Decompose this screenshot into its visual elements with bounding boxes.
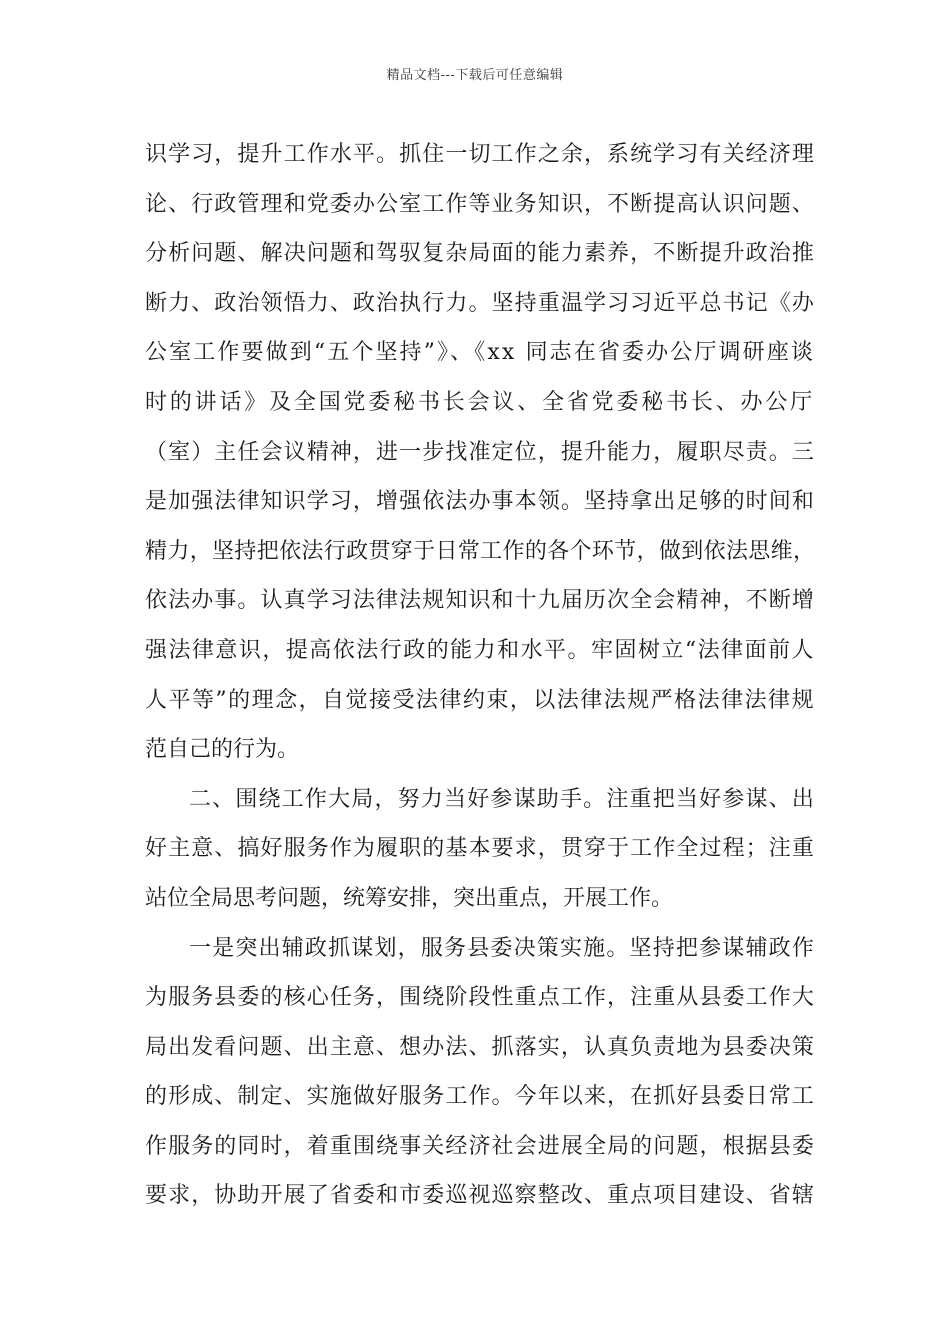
text-line: 是加强法律知识学习，增强依法办事本领。坚持拿出足够的时间和 xyxy=(145,489,815,515)
text-line: 一是突出辅政抓谋划，服务县委决策实施。坚持把参谋辅政作 xyxy=(189,935,815,961)
text-line: 局出发看问题、出主意、想办法、抓落实，认真负责地为县委决策 xyxy=(145,1034,815,1060)
text-line: 识学习，提升工作水平。抓住一切工作之余，系统学习有关经济理 xyxy=(145,142,815,167)
text-line: 论、行政管理和党委办公室工作等业务知识，不断提高认识问题、 xyxy=(145,191,815,217)
text-line: 作服务的同时，着重围绕事关经济社会进展全局的问题，根据县委 xyxy=(145,1133,815,1159)
text-line: 依法办事。认真学习法律法规知识和十九届历次全会精神，不断增 xyxy=(145,588,815,614)
text-line: 断力、政治领悟力、政治执行力。坚持重温学习习近平总书记《办 xyxy=(145,290,815,316)
document-body xyxy=(145,130,815,1221)
text-line: 站位全局思考问题，统筹安排，突出重点，开展工作。 xyxy=(145,885,674,911)
text-line: 精力，坚持把依法行政贯穿于日常工作的各个环节，做到依法思维， xyxy=(145,538,815,564)
text-line: 范自己的行为。 xyxy=(145,737,300,763)
page-header: 精品文档---下载后可任意编辑 xyxy=(386,68,564,83)
text-line: 二、围绕工作大局，努力当好参谋助手。注重把当好参谋、出 xyxy=(189,786,815,812)
text-line: 要求，协助开展了省委和市委巡视巡察整改、重点项目建设、省辖 xyxy=(145,1183,815,1209)
text-line: 时的讲话》及全国党委秘书长会议、全省党委秘书长、办公厅 xyxy=(145,389,815,415)
text-line: 人平等”的理念，自觉接受法律约束，以法律法规严格法律法律规 xyxy=(145,687,815,713)
text-line: 为服务县委的核心任务，围绕阶段性重点工作，注重从县委工作大 xyxy=(145,985,815,1011)
text-line: 的形成、制定、实施做好服务工作。今年以来，在抓好县委日常工 xyxy=(145,1084,815,1110)
text-line: 公室工作要做到“五个坚持”》、《xx 同志在省委办公厅调研座谈 xyxy=(145,340,815,366)
text-line: 好主意、搞好服务作为履职的基本要求，贯穿于工作全过程；注重 xyxy=(145,836,815,862)
text-line: （室）主任会议精神，进一步找准定位，提升能力，履职尽责。三 xyxy=(145,439,815,465)
text-line: 分析问题、解决问题和驾驭复杂局面的能力素养，不断提升政治推 xyxy=(145,241,815,267)
text-line: 强法律意识，提高依法行政的能力和水平。牢固树立“法律面前人 xyxy=(145,637,815,663)
